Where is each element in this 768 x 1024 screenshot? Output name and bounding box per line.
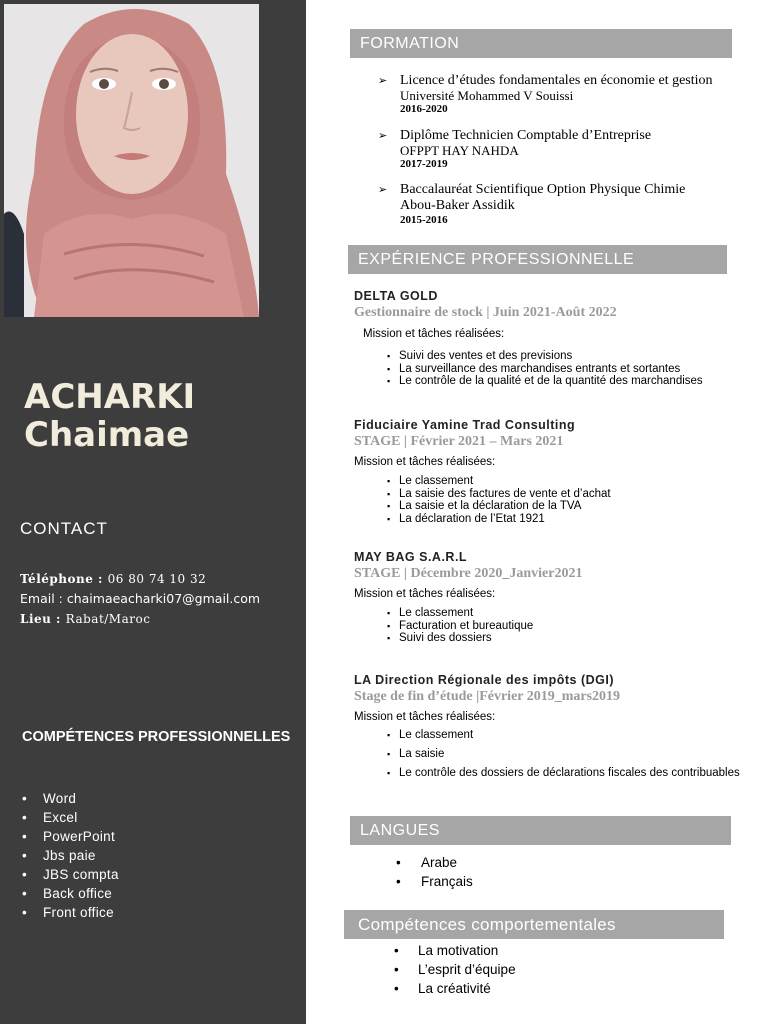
soft-skills-heading: Compétences comportementales: [344, 910, 724, 939]
job-missions-label: Mission et tâches réalisées:: [354, 711, 496, 723]
formation-item: [378, 128, 748, 171]
phone-value: 06 80 74 10 32: [107, 572, 207, 586]
job-task-list: [387, 475, 754, 525]
languages-list: [396, 853, 473, 891]
email-line: [20, 589, 260, 609]
list-item: ▪ Suivi des dossiers: [387, 632, 754, 645]
formation-years: 2017-2019: [400, 158, 448, 170]
contact-details: [20, 569, 260, 629]
job-company: MAY BAG S.A.R.L: [354, 550, 468, 564]
place-line: [20, 609, 260, 629]
job-task-list: [387, 726, 754, 783]
list-item: • JBS compta: [22, 865, 119, 884]
list-item: ▪ Le contrôle des dossiers de déclarations fiscales des contribuables: [387, 764, 754, 783]
place-label: Lieu :: [20, 612, 66, 626]
list-item: • Français: [396, 872, 473, 891]
list-item: ▪ Le classement: [387, 475, 754, 488]
list-item: ▪ La saisie: [387, 745, 754, 764]
formation-title: ➢ Licence d’études fondamentales en économie et gestion: [378, 73, 748, 89]
job-missions-label: Mission et tâches réalisées:: [354, 456, 496, 468]
job-company: DELTA GOLD: [354, 289, 438, 303]
job-role: STAGE | Février 2021 – Mars 2021: [354, 434, 564, 449]
languages-heading: LANGUES: [350, 816, 731, 845]
job-role: Gestionnaire de stock | Juin 2021-Août 2022: [354, 305, 617, 320]
list-item: • La motivation: [394, 941, 516, 960]
job-role: STAGE | Décembre 2020_Janvier2021: [354, 566, 583, 581]
list-item: ▪ La saisie et la déclaration de la TVA: [387, 500, 754, 513]
profile-photo: [4, 4, 259, 317]
full-name: [24, 378, 195, 454]
formation-heading: FORMATION: [350, 29, 732, 58]
skills-heading: COMPÉTENCES PROFESSIONNELLES: [22, 729, 291, 745]
list-item: • Word: [22, 789, 119, 808]
email-label: Email :: [20, 591, 67, 606]
list-item: ▪ Le classement: [387, 607, 754, 620]
list-item: ▪ Le contrôle de la qualité et de la quantité des marchandises: [387, 375, 754, 388]
job-task-list: [387, 350, 754, 388]
list-item: ▪ La déclaration de l’Etat 1921: [387, 513, 754, 526]
formation-title: ➢ Baccalauréat Scientifique Option Physique Chimie: [378, 182, 748, 198]
list-item: ▪ La surveillance des marchandises entrants et sortantes: [387, 363, 754, 376]
formation-years: 2015-2016: [400, 214, 448, 226]
formation-years: 2016-2020: [400, 103, 448, 115]
job-role: Stage de fin d’étude |Février 2019_mars2019: [354, 689, 621, 704]
first-name: Chaimae: [24, 415, 190, 455]
soft-skills-list: [394, 941, 516, 998]
list-item: • Jbs paie: [22, 846, 119, 865]
place-value: Rabat/Maroc: [65, 612, 151, 626]
list-item: • La créativité: [394, 979, 516, 998]
formation-school: OFPPT HAY NAHDA: [400, 143, 519, 158]
formation-school: Université Mohammed V Souissi: [400, 88, 574, 103]
job-company: LA Direction Régionale des impôts (DGI): [354, 673, 615, 687]
formation-school: Abou-Baker Assidik: [400, 198, 515, 213]
last-name: ACHARKI: [24, 377, 196, 417]
list-item: ▪ Facturation et bureautique: [387, 620, 754, 633]
phone-line: [20, 569, 260, 589]
list-item: • L’esprit d’équipe: [394, 960, 516, 979]
job-missions-label: Mission et tâches réalisées:: [363, 328, 505, 340]
list-item: • Arabe: [396, 853, 473, 872]
job-task-list: [387, 607, 754, 645]
contact-heading: CONTACT: [20, 519, 108, 538]
job-company: Fiduciaire Yamine Trad Consulting: [354, 418, 576, 432]
phone-label: Téléphone :: [20, 572, 108, 586]
formation-item: [378, 73, 748, 116]
job-entry: [354, 417, 754, 525]
list-item: ▪ La saisie des factures de vente et d’achat: [387, 488, 754, 501]
list-item: • Front office: [22, 903, 119, 922]
job-entry: [354, 549, 754, 645]
list-item: • PowerPoint: [22, 827, 119, 846]
formation-item: [378, 182, 748, 227]
job-missions-label: Mission et tâches réalisées:: [354, 588, 496, 600]
formation-title: ➢ Diplôme Technicien Comptable d’Entreprise: [378, 128, 748, 144]
list-item: • Excel: [22, 808, 119, 827]
list-item: ▪ Suivi des ventes et des previsions: [387, 350, 754, 363]
experience-heading: EXPÉRIENCE PROFESSIONNELLE: [348, 245, 727, 274]
list-item: ▪ Le classement: [387, 726, 754, 745]
job-entry: [354, 288, 754, 388]
list-item: • Back office: [22, 884, 119, 903]
sidebar: [0, 0, 306, 1024]
job-entry: [354, 672, 754, 783]
email-value: chaimaeacharki07@gmail.com: [66, 591, 261, 606]
skills-list: [22, 789, 119, 922]
portrait-illustration: [4, 4, 259, 317]
